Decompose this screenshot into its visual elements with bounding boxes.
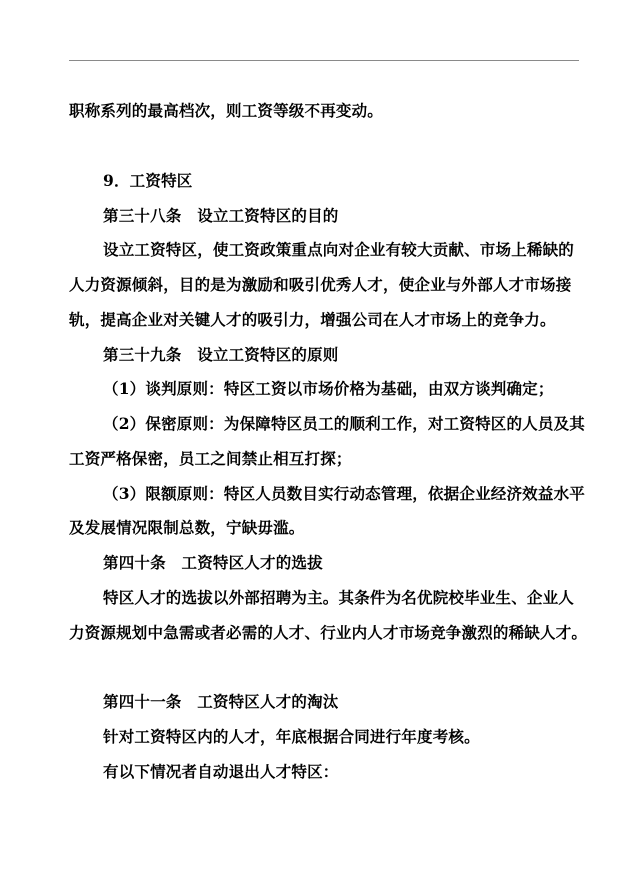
text-line-4: 设立工资特区，使工资政策重点向对企业有较大贡献、市场上稀缺的 bbox=[103, 240, 575, 259]
text-line-10: 工资严格保密，员工之间禁止相互打探； bbox=[69, 449, 352, 468]
text-line-1: 职称系列的最高档次，则工资等级不再变动。 bbox=[69, 101, 384, 120]
text-line-5: 人力资源倾斜，目的是为激励和吸引优秀人才，使企业与外部人才市场接 bbox=[69, 275, 572, 294]
text-line-15: 力资源规划中急需或者必需的人才、行业内人才市场竞争激烈的稀缺人才。 bbox=[69, 623, 588, 642]
section-heading-9: 9．工资特区 bbox=[103, 171, 193, 190]
text-line-12: 及发展情况限制总数，宁缺毋滥。 bbox=[69, 518, 305, 537]
article-41-heading: 第四十一条 工资特区人才的淘汰 bbox=[103, 692, 339, 711]
text-line-18: 有以下情况者自动退出人才特区： bbox=[103, 762, 339, 781]
article-40-heading: 第四十条 工资特区人才的选拔 bbox=[103, 553, 323, 572]
article-39-heading: 第三十九条 设立工资特区的原则 bbox=[103, 345, 339, 364]
header-rule bbox=[69, 60, 579, 61]
principle-2: （2）保密原则：为保障特区员工的顺利工作，对工资特区的人员及其 bbox=[103, 414, 585, 433]
principle-3: （3）限额原则：特区人员数目实行动态管理，依据企业经济效益水平 bbox=[103, 484, 585, 503]
text-line-14: 特区人才的选拔以外部招聘为主。其条件为名优院校毕业生、企业人 bbox=[103, 588, 575, 607]
principle-1: （1）谈判原则：特区工资以市场价格为基础，由双方谈判确定； bbox=[103, 379, 554, 398]
text-line-17: 针对工资特区内的人才，年底根据合同进行年度考核。 bbox=[103, 727, 480, 746]
text-line-6: 轨，提高企业对关键人才的吸引力，增强公司在人才市场上的竞争力。 bbox=[69, 310, 556, 329]
article-38-heading: 第三十八条 设立工资特区的目的 bbox=[103, 206, 339, 225]
